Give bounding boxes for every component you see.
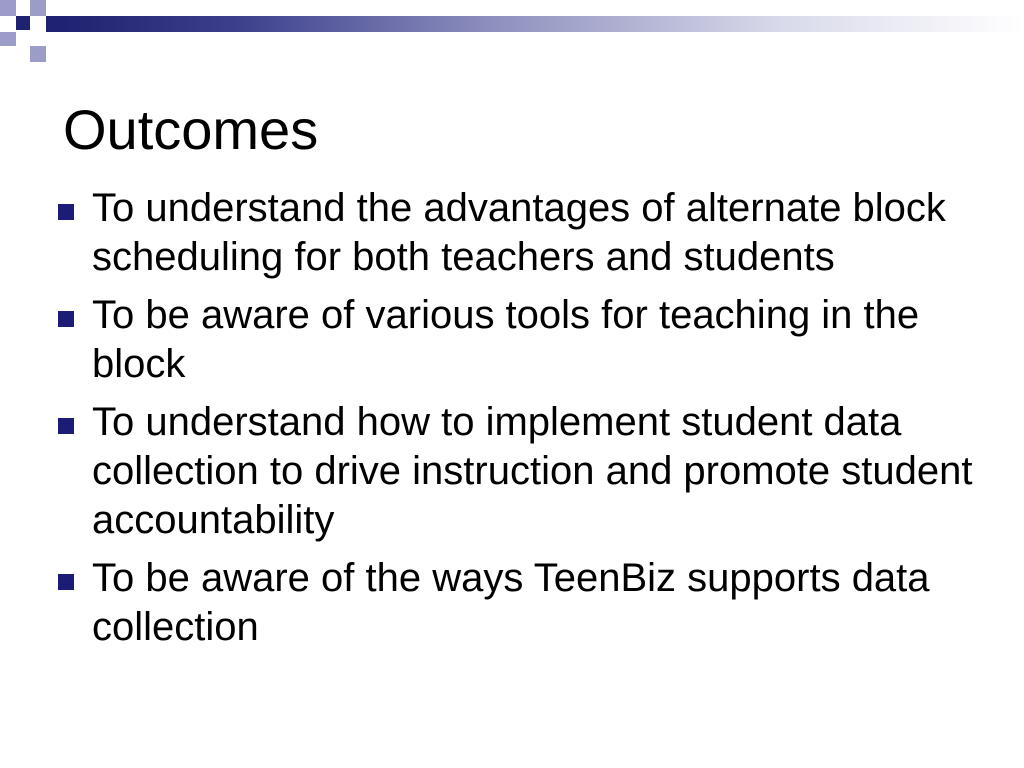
square-bullet-icon (58, 204, 74, 220)
header-gradient-bar (62, 16, 1024, 32)
slide-title: Outcomes (63, 98, 319, 161)
list-item (56, 291, 976, 389)
decor-square-dark-2 (46, 16, 62, 32)
decor-square-light-1 (0, 0, 16, 16)
decor-square-light-3 (0, 32, 16, 46)
outcomes-list (56, 184, 976, 661)
list-item-text: To understand the advantages of alternate block scheduling for both teachers and students (92, 186, 946, 279)
decor-square-light-2 (30, 0, 46, 16)
decor-square-light-4 (30, 46, 46, 62)
decor-square-dark-1 (16, 16, 30, 30)
list-item (56, 398, 976, 545)
header-decoration (0, 0, 1024, 62)
list-item-text: To understand how to implement student data collection to drive instruction and promote student accountability (92, 400, 973, 542)
square-bullet-icon (58, 574, 74, 590)
square-bullet-icon (58, 418, 74, 434)
square-bullet-icon (58, 311, 74, 327)
list-item (56, 554, 976, 652)
list-item-text: To be aware of various tools for teaching in the block (92, 293, 920, 386)
list-item-text: To be aware of the ways TeenBiz supports data collection (92, 556, 930, 649)
list-item (56, 184, 976, 282)
